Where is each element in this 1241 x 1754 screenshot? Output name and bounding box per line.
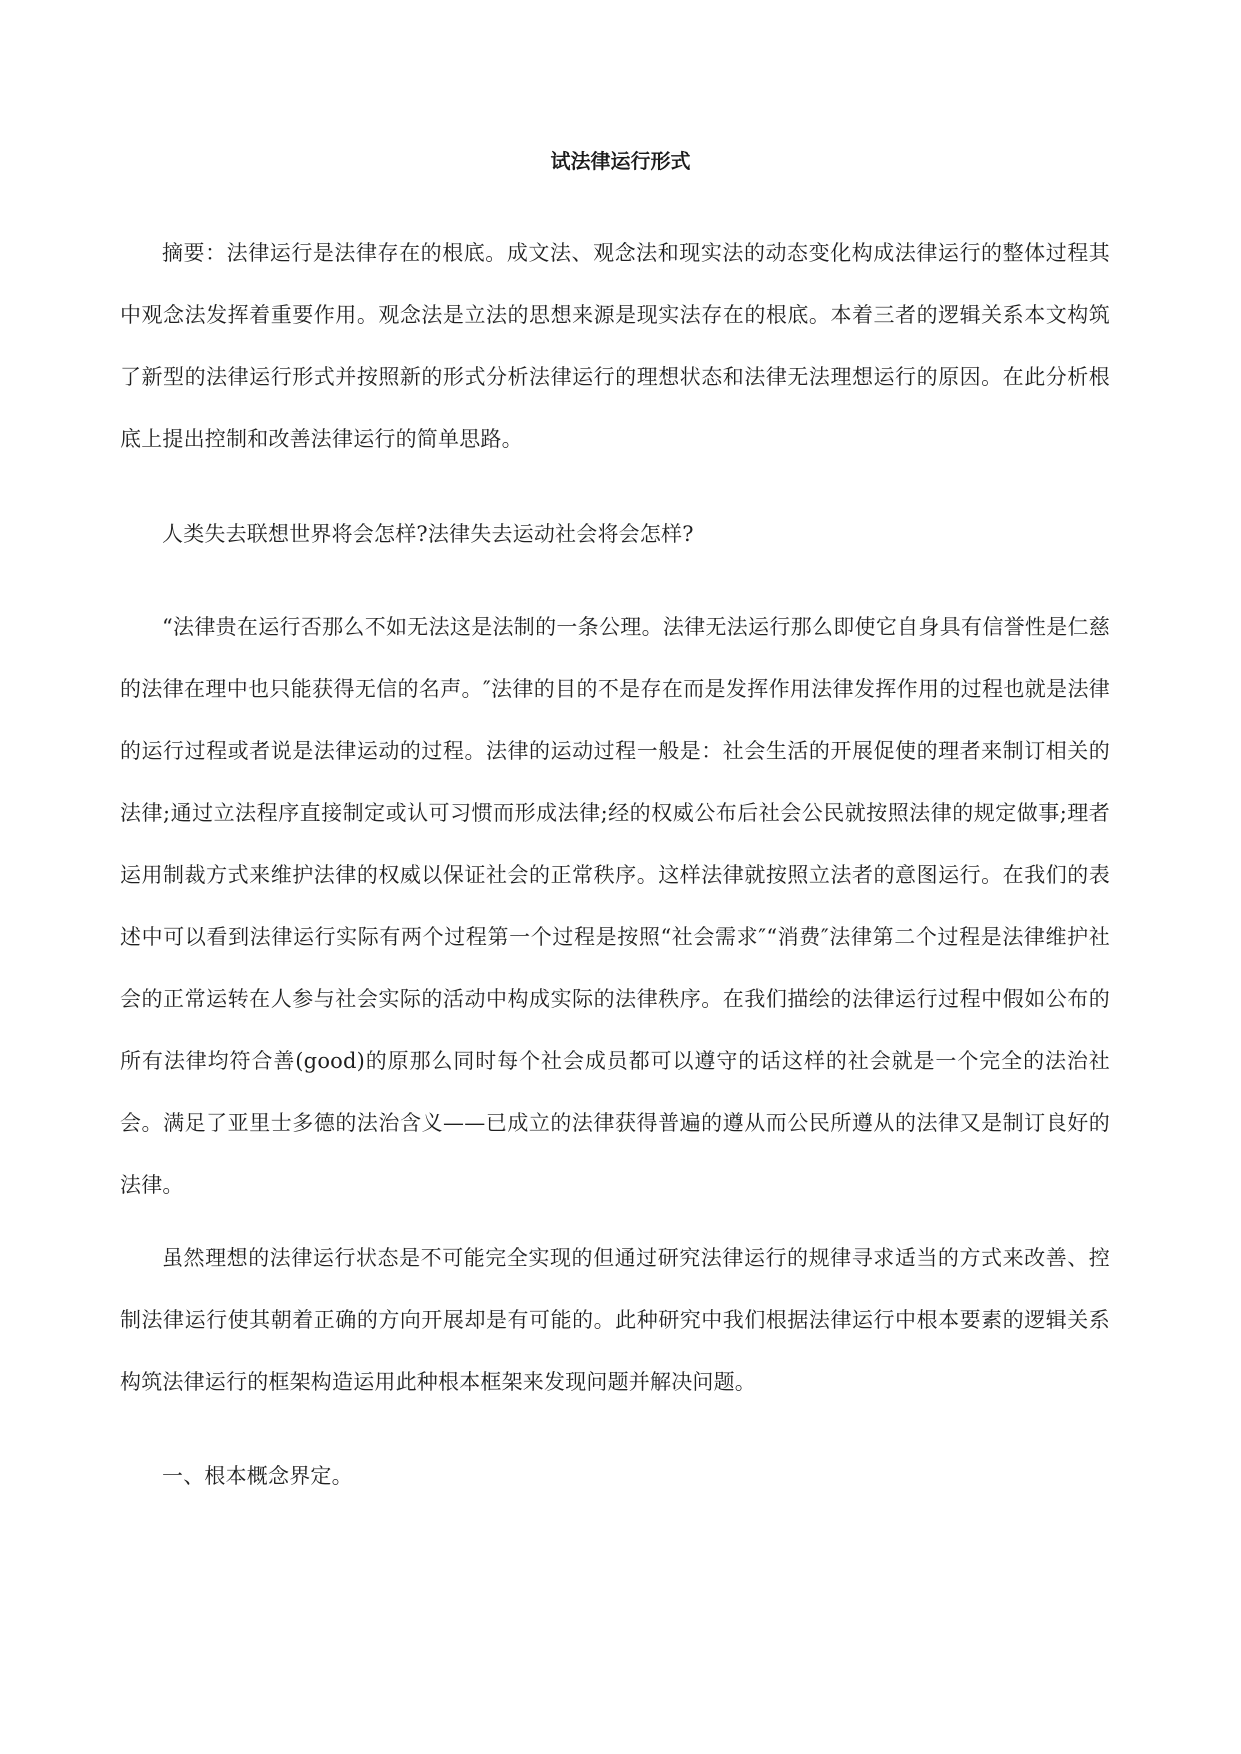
ideal-state-paragraph: 虽然理想的法律运行状态是不可能完全实现的但通过研究法律运行的规律寻求适当的方式来改善、控制法律运行使其朝着正确的方向开展却是有可能的。此种研究中我们根据法律运行中根本要素的逻辑关系构筑法律运行的框架构造运用此种根本框架来发现问题并解决问题。 — [120, 1246, 1110, 1394]
question-paragraph: 人类失去联想世界将会怎样?法律失去运动社会将会怎样? — [162, 522, 694, 546]
quote-paragraph: “法律贵在运行否那么不如无法这是法制的一条公理。法律无法运行那么即使它自身具有信誉性是仁慈的法律在理中也只能获得无信的名声。″法律的目的不是存在而是发挥作用法律发挥作用的过程也就是法律的运行过程或者说是法律运动的过程。法律的运动过程一般是：社会生活的开展促使的理者来制订相关的法律;通过立法程序直接制定或认可习惯而形成法律;经的权威公布后社会公民就按照法律的规定做事;理者运用制裁方式来维护法律的权威以保证社会的正常秩序。这样法律就按照立法者的意图运行。在我们的表述中可以看到法律运行实际有两个过程第一个过程是按照“社会需求″“消费″法律第二个过程是法律维护社会的正常运转在人参与社会实际的活动中构成实际的法律秩序。在我们描绘的法律运行过程中假如公布的所有法律均符合善(good)的原那么同时每个社会成员都可以遵守的话这样的社会就是一个完全的法治社会。满足了亚里士多德的法治含义——已成立的法律获得普遍的遵从而公民所遵从的法律又是制订良好的法律。 — [120, 615, 1110, 1197]
abstract-paragraph: 摘要：法律运行是法律存在的根底。成文法、观念法和现实法的动态变化构成法律运行的整体过程其中观念法发挥着重要作用。观念法是立法的思想来源是现实法存在的根底。本着三者的逻辑关系本文构筑了新型的法律运行形式并按照新的形式分析法律运行的理想状态和法律无法理想运行的原因。在此分析根底上提出控制和改善法律运行的简单思路。 — [120, 241, 1110, 451]
section-heading-concepts: 一、根本概念界定。 — [162, 1464, 353, 1488]
document-title: 试法律运行形式 — [550, 149, 691, 173]
